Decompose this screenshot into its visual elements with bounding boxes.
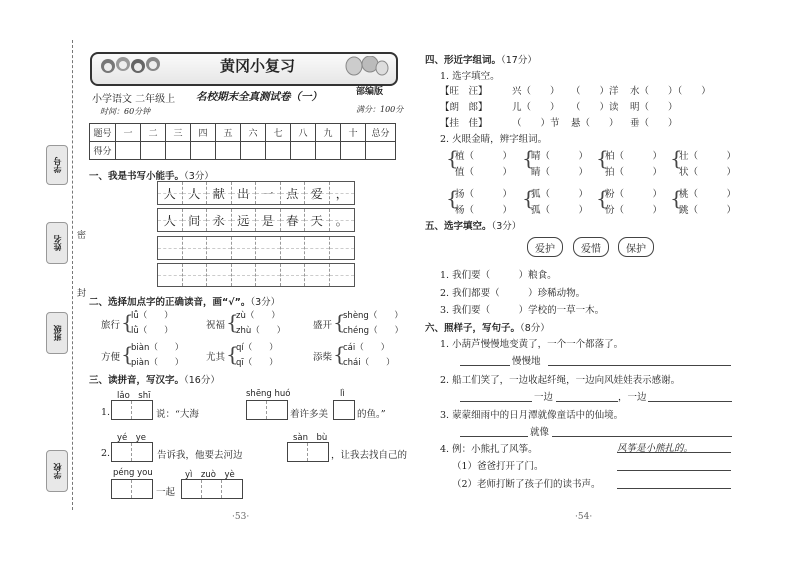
s2-opt[interactable]: cái（ ） [343,343,390,353]
s2-word-3: 盛开 [313,320,333,331]
page-number-right: ·54· [575,512,593,522]
s2-word-5: 尤其 [206,352,226,363]
s2-word-2: 祝福 [206,320,226,331]
s2-opt[interactable]: chái（ ） [343,358,395,368]
fill-item[interactable]: 杨（ ） [455,205,513,216]
answer-line[interactable] [617,488,731,489]
brace: { [446,146,459,170]
s6-q1: 1. 小葫芦慢慢地变黄了，一个一个都落了。 [440,339,624,350]
brace: { [522,146,535,170]
fill-item[interactable]: 狐（ ） [531,189,589,200]
pinyin: shēng huó [246,389,291,399]
word-option-aihu[interactable]: 爱护 [527,237,563,257]
fill-item[interactable]: 份（ ） [605,205,663,216]
s2-opt[interactable]: lǚ（ ） [131,311,173,321]
fill-item[interactable]: （ ）节 [512,118,560,129]
char-box[interactable] [111,442,153,462]
s6-q4: 4. 例：小熊扎了风筝。 [440,444,538,455]
answer-line[interactable] [552,436,732,437]
pinyin: lì [340,389,345,399]
fill-item[interactable]: （ ）洋 [571,86,619,97]
s2-opt[interactable]: shèng（ ） [343,311,403,321]
writing-row-1: 人 人 献 出 一 点 爱 ， [157,181,355,205]
fill-item[interactable]: 植（ ） [455,151,513,162]
s5-item[interactable]: 2. 我们都要（ ）珍稀动物。 [440,288,586,299]
fill-item[interactable]: 孤（ ） [531,205,589,216]
seal-label-feng: 封 [75,288,85,297]
brace: { [333,310,346,334]
pinyin: sàn bù [293,433,328,443]
s6-q4-sub: （2）老师打断了孩子们的读书声。 [452,479,601,490]
char-box[interactable] [246,400,288,420]
fill-item[interactable]: 值（ ） [455,167,513,178]
fill-item[interactable]: 扬（ ） [455,189,513,200]
fill-item[interactable]: 兴（ ） [512,86,560,97]
char-box[interactable] [287,442,329,462]
pair-label: 【旺 汪】 [440,86,488,97]
text: 的鱼。” [357,409,386,420]
exam-title: 名校期末全真测试卷（一） [196,91,322,103]
s2-opt[interactable]: qī（ ） [236,358,278,368]
pair-label: 【挂 佳】 [440,118,488,129]
answer-line[interactable] [548,365,731,366]
example-answer: 风筝是小熊扎的。 [617,443,694,454]
brace: { [522,186,535,210]
text: 一起 [156,487,176,498]
fill-item[interactable]: 拍（ ） [605,167,663,178]
brace: { [596,146,609,170]
brace: { [670,186,683,210]
s6-q2: 2. 船工们笑了，一边收起纤绳，一边向风娃娃表示感谢。 [440,375,681,386]
header-title: 黄冈小复习 [220,57,296,75]
s2-opt[interactable]: chéng（ ） [343,326,404,336]
brace: { [226,310,239,334]
s6-q4-sub: （1）爸爸打开了门。 [452,461,544,472]
s2-opt[interactable]: lǜ（ ） [131,326,173,336]
brace: { [333,342,346,366]
answer-line[interactable] [648,401,732,402]
s2-opt[interactable]: zù（ ） [236,311,280,321]
sidetab-name: 姓名 [46,222,68,264]
s2-opt[interactable]: biàn（ ） [131,343,184,353]
section-2-title: 二、选择加点字的正确读音，画“√”。（3分） [89,297,281,308]
subject-label: 小学语文 二年级上 [92,94,176,105]
fill-item[interactable]: 明（ ） [630,102,678,113]
section-3-title: 三、读拼音，写汉字。（16分） [89,375,220,386]
sidetab-student-id: 学号 [46,145,68,185]
word-option-baohu[interactable]: 保护 [618,237,654,257]
writing-row-3[interactable] [157,236,355,260]
balloon-icon [340,56,390,84]
edition-label: 部编版 [356,87,384,97]
text: 着许多美 [290,409,329,420]
sidetab-school: 学校 [46,450,68,492]
fill-item[interactable]: （ ）读 [571,102,619,113]
s5-item[interactable]: 3. 我们要（ ）学校的一草一木。 [440,305,605,316]
fill-item[interactable]: 悬（ ） [571,118,619,129]
text: 慢慢地 [512,356,541,367]
section-1-title: 一、我是书写小能手。（3分） [89,171,214,182]
q-num: 2. [101,448,111,459]
s6-q3: 3. 蒙蒙细雨中的日月潭就像童话中的仙境。 [440,410,624,421]
section-5-title: 五、选字填空。（3分） [425,221,522,232]
s2-word-1: 旅行 [101,320,121,331]
fill-item[interactable]: 柏（ ） [605,151,663,162]
brace: { [446,186,459,210]
s4-q1: 1. 选字填空。 [440,71,500,82]
answer-line[interactable] [460,436,528,437]
section-4-title: 四、形近字组词。（17分） [425,55,537,66]
s5-item[interactable]: 1. 我们要（ ）粮食。 [440,270,557,281]
s2-opt[interactable]: piàn（ ） [131,358,184,368]
text: ，一边 [618,392,647,403]
answer-line[interactable] [460,401,532,402]
pinyin: péng you [113,468,153,478]
fill-item[interactable]: 水（ ）（ ） [630,86,711,97]
fill-item[interactable]: 晴（ ） [531,151,589,162]
char-box[interactable] [333,400,355,420]
seal-label-mi: 密 [75,230,85,239]
char-box[interactable] [181,479,243,499]
fill-item[interactable]: 儿（ ） [512,102,560,113]
page-number-left: ·53· [232,512,250,522]
text: 就像 [530,427,550,438]
pinyin: lǎo shī [117,391,151,401]
text: ，让我去找自己的 [331,450,408,461]
text: 告诉我，他要去河边 [157,450,243,461]
fill-item[interactable]: 壮（ ） [679,151,737,162]
fill-item[interactable]: 睛（ ） [531,167,589,178]
char-box[interactable] [111,400,153,420]
word-option-aixi[interactable]: 爱惜 [573,237,609,257]
s2-opt[interactable]: qí（ ） [236,343,278,353]
q-num: 1. [101,407,111,418]
children-illustration [98,54,168,84]
answer-line [617,452,731,453]
fill-item[interactable]: 粉（ ） [605,189,663,200]
full-score-label: 满分：100分 [356,105,404,114]
brace: { [121,310,134,334]
brace: { [596,186,609,210]
text: 一边 [534,392,554,403]
brace: { [670,146,683,170]
section-6-title: 六、照样子，写句子。（8分） [425,323,550,334]
fill-item[interactable]: 跳（ ） [679,205,737,216]
brace: { [226,342,239,366]
time-label: 时间：60分钟 [100,107,151,116]
fill-item[interactable]: 桃（ ） [679,189,737,200]
fill-item[interactable]: 垂（ ） [630,118,678,129]
pinyin: yé ye [117,433,147,443]
writing-row-2: 人 间 永 远 是 春 天 。 [157,208,355,232]
sidetab-class: 班级 [46,312,68,354]
answer-line[interactable] [556,401,618,402]
s4-q2: 2. 火眼金睛，辨字组词。 [440,134,548,145]
text: 说：“大海 [156,409,199,420]
s2-opt[interactable]: zhù（ ） [236,326,286,336]
s2-word-4: 方便 [101,352,121,363]
pair-label: 【朗 郎】 [440,102,488,113]
s2-word-6: 添柴 [313,352,333,363]
score-table: 题号 一 二 三 四 五 六 七 八 九 十 总分 得分 [89,123,396,160]
answer-line[interactable] [617,470,731,471]
seal-line [72,40,73,510]
brace: { [121,342,134,366]
fill-item[interactable]: 状（ ） [679,167,737,178]
answer-line[interactable] [460,365,510,366]
char-box[interactable] [111,479,153,499]
pinyin: yì zuò yè [185,470,235,480]
writing-row-4[interactable] [157,263,355,287]
